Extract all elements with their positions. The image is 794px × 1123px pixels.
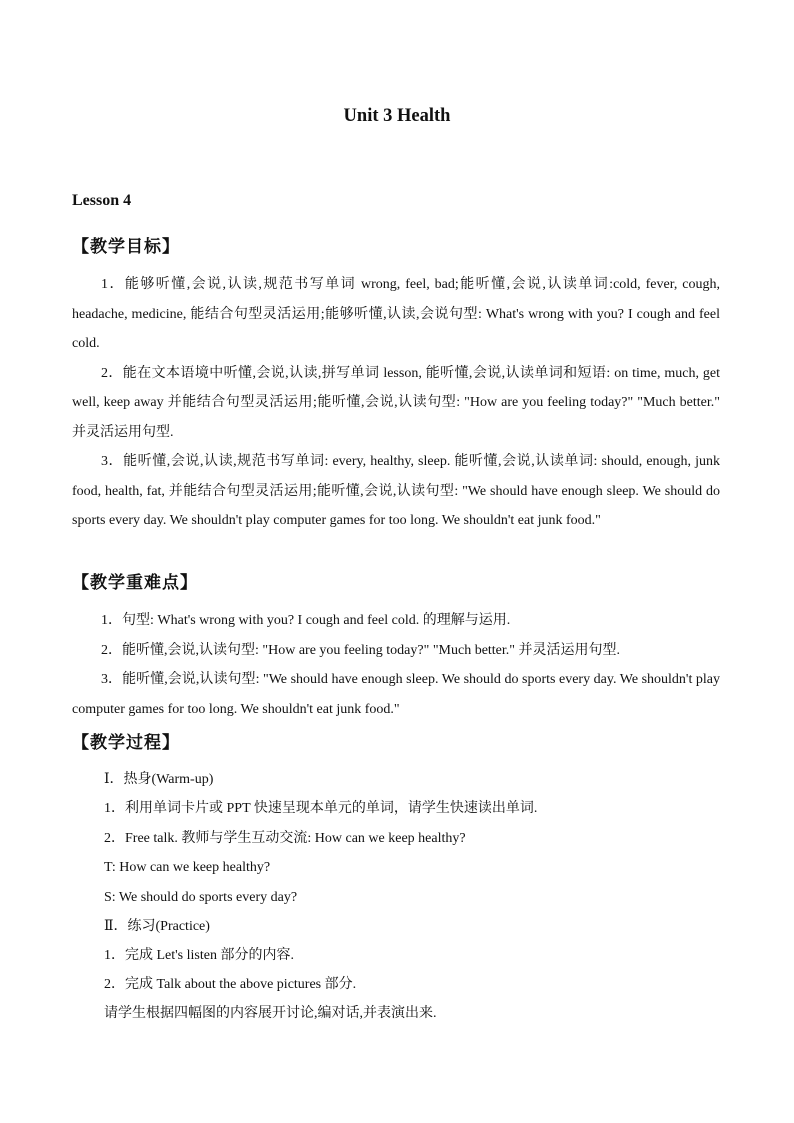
lesson-label: Lesson 4: [72, 192, 132, 209]
process-line-warmup: Ⅰ．热身(Warm-up): [104, 772, 214, 787]
process-line-student: S: We should do sports every day?: [104, 890, 298, 905]
process-heading: 【教学过程】: [72, 733, 180, 753]
process-line-teacher: T: How can we keep healthy?: [104, 860, 271, 875]
process-line-1: 1．利用单词卡片或 PPT 快速呈现本单元的单词，请学生快速读出单词.: [104, 801, 538, 816]
process-line-3: 1．完成 Let's listen 部分的内容.: [104, 948, 294, 963]
key-point-item-3: 3．能听懂,会说,认读句型: "We should have enough sleep. We should do sports every day. We shouldn't play computer games for too long. We shouldn't eat junk food.": [72, 672, 720, 717]
objective-item-1: 1．能够听懂,会说,认读,规范书写单词 wrong, feel, bad;能听懂,会说,认读单词:cold, fever, cough, headache, medicine, 能结合句型灵活运用;能够听懂,认读,会说句型: What's wrong with you? I cough and feel cold.: [72, 277, 720, 351]
key-point-item-1: 1．句型: What's wrong with you? I cough and feel cold. 的理解与运用.: [101, 613, 511, 628]
key-point-item-2: 2．能听懂,会说,认读句型: "How are you feeling today?" "Much better." 并灵活运用句型.: [101, 642, 621, 658]
document-title: Unit 3 Health: [343, 106, 451, 126]
objectives-heading: 【教学目标】: [72, 237, 180, 257]
key-points-heading: 【教学重难点】: [72, 573, 198, 593]
process-line-practice: Ⅱ．练习(Practice): [104, 919, 210, 934]
process-line-5: 请学生根据四幅图的内容展开讨论,编对话,并表演出来.: [104, 1006, 437, 1021]
process-line-4: 2．完成 Talk about the above pictures 部分.: [104, 977, 357, 992]
objective-item-3: 3．能听懂,会说,认读,规范书写单词: every, healthy, sleep. 能听懂,会说,认读单词: should, enough, junk food, health, fat, 并能结合句型灵活运用;能听懂,会说,认读句型: "We should have enough sleep. We should do sports every day. We shouldn't play computer games for too long. We shouldn't eat junk food.": [72, 454, 720, 528]
objectives-list: [72, 270, 720, 536]
key-points-list: [72, 606, 720, 724]
objective-item-2: 2．能在文本语境中听懂,会说,认读,拼写单词 lesson, 能听懂,会说,认读单词和短语: on time, much, get well, keep away 并能结合句型灵活运用;能听懂,会说,认读句型: "How are you feeling today?" "Much better." 并灵活运用句型.: [72, 365, 720, 440]
process-line-2: 2．Free talk. 教师与学生互动交流: How can we keep healthy?: [104, 831, 466, 846]
